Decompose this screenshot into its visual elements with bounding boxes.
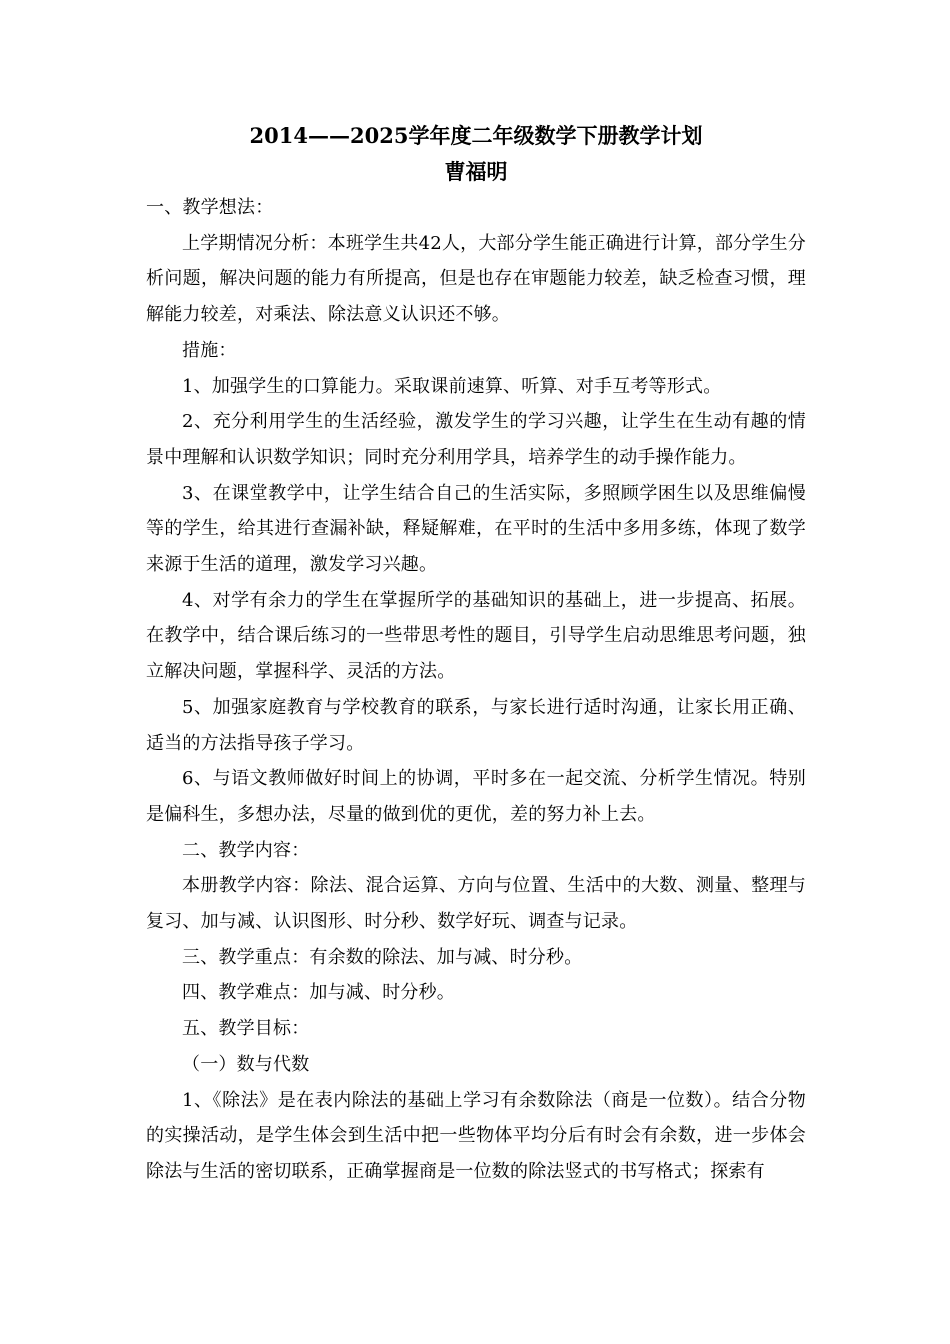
section-heading-difficulties: 四、教学难点：加与减、时分秒。 <box>182 982 455 1004</box>
section-heading-objectives: 五、教学目标： <box>182 1018 310 1040</box>
paragraph-teaching-content: 本册教学内容：除法、混合运算、方向与位置、生活中的大数、测量、整理与复习、加与减、认识图形、时分秒、数学好玩、调查与记录。 <box>146 875 806 933</box>
paragraph-measure-6: 6、与语文教师做好时间上的协调，平时多在一起交流、分析学生情况。特别是偏科生，多想办法，尽量的做到优的更优，差的努力补上去。 <box>146 768 806 825</box>
paragraph-situation-analysis: 上学期情况分析：本班学生共42人，大部分学生能正确进行计算，部分学生分析问题，解决问题的能力有所提高，但是也存在审题能力较差，缺乏检查习惯，理解能力较差，对乘法、除法意义认识还不够。 <box>146 232 806 326</box>
paragraph-measures-heading: 措施： <box>182 339 237 361</box>
paragraph-measure-5: 5、加强家庭教育与学校教育的联系，与家长进行适时沟通，让家长用正确、适当的方法指导孩子学习。 <box>146 696 806 754</box>
section-heading-teaching-ideas: 一、教学想法： <box>146 197 274 218</box>
paragraph-measure-4: 4、对学有余力的学生在掌握所学的基础知识的基础上，进一步提高、拓展。在教学中，结合课后练习的一些带思考性的题目，引导学生启动思维思考问题，独立解决问题，掌握科学、灵活的方法。 <box>146 589 806 683</box>
paragraph-measure-2: 2、充分利用学生的生活经验，激发学生的学习兴趣，让学生在生动有趣的情景中理解和认识数学知识；同时充分利用学具，培养学生的动手操作能力。 <box>146 411 806 468</box>
section-heading-key-points: 三、教学重点：有余数的除法、加与减、时分秒。 <box>182 946 583 968</box>
section-heading-teaching-content: 二、教学内容： <box>182 839 310 861</box>
subsection-heading-numbers-algebra: （一）数与代数 <box>182 1053 310 1075</box>
paragraph-measure-1: 1、加强学生的口算能力。采取课前速算、听算、对手互考等形式。 <box>182 375 722 397</box>
paragraph-measure-3: 3、在课堂教学中，让学生结合自己的生活实际，多照顾学困生以及思维偏慢等的学生，给其进行查漏补缺，释疑解难，在平时的生活中多用多练，体现了数学来源于生活的道理，激发学习兴趣。 <box>146 482 806 576</box>
paragraph-division-objective: 1、《除法》是在表内除法的基础上学习有余数除法（商是一位数）。结合分物的实操活动，是学生体会到生活中把一些物体平均分后有时会有余数，进一步体会除法与生活的密切联系，正确掌握商是一位数的除法竖式的书写格式；探索有 <box>146 1089 806 1182</box>
document-title: 2014——2025学年度二年级数学下册教学计划 <box>249 123 703 148</box>
document-author: 曹福明 <box>444 159 508 184</box>
